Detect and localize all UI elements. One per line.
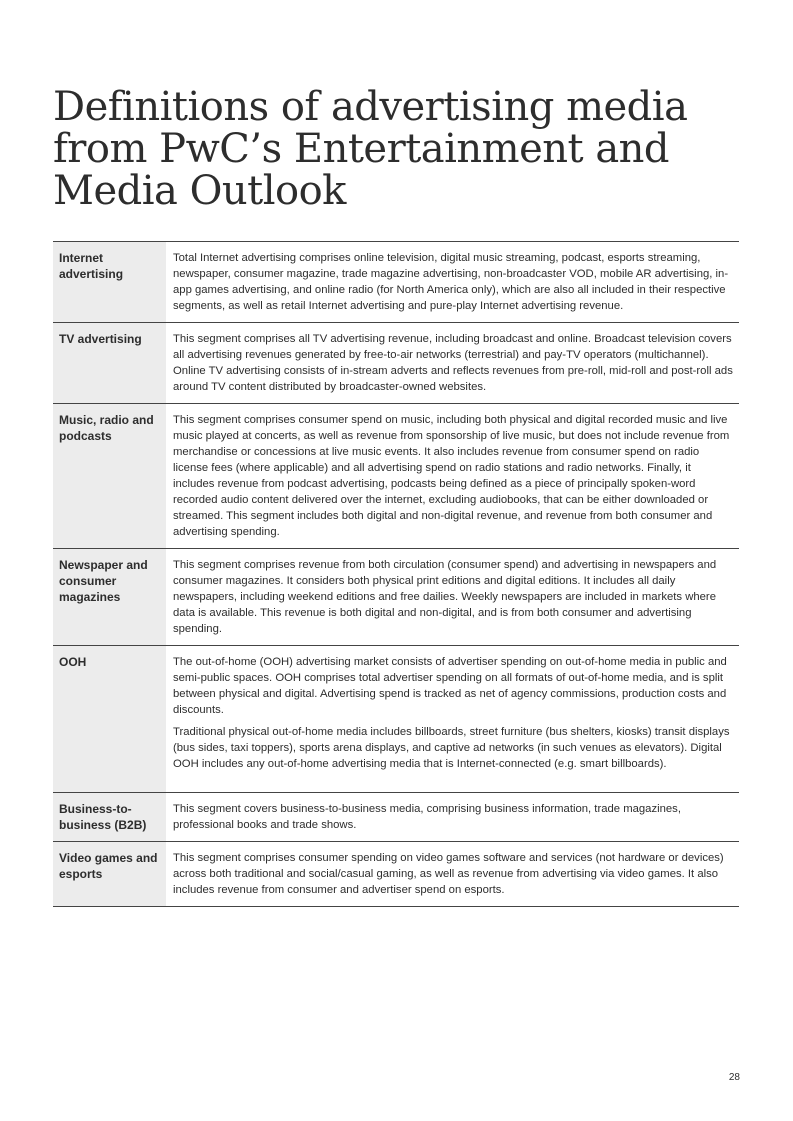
definition-description: [166, 242, 739, 322]
definition-term: Business-to-business (B2B): [53, 793, 166, 841]
definition-row-internet-advertising: [53, 242, 739, 323]
definition-paragraph: This segment comprises all TV advertising revenue, including broadcast and online. Broadcast television covers all advertising revenues generated by free-to-air networks (terrestrial) and pay-TV operators (multichannel). Online TV advertising consists of in-stream adverts and reflects revenues from pre-roll, mid-roll and post-roll ads around TV content distributed by broadcaster-owned websites.: [173, 333, 733, 393]
definition-paragraph: This segment comprises consumer spend on music, including both physical and digital recorded music and live music played at concerts, as well as revenue from sponsorship of live music, but does not include revenue from merchandise or concessions at live music events. It also includes revenue from consumer spend on radio license fees (where applicable) and all advertising spend on radio stations and radio networks. Finally, it includes revenue from podcast advertising, podcasts being defined as a piece of principally spoken-word recorded audio content delivered over the internet, excluding audiobooks, that can be either downloaded or streamed. This segment includes both digital and non-digital revenue, and revenue from both consumer and advertising spending.: [173, 414, 730, 538]
definition-paragraph: Total Internet advertising comprises online television, digital music streaming, podcast, esports streaming, newspaper, consumer magazine, trade magazine advertising, non-broadcaster VOD, mobile AR advertising, in-app games advertising, and online radio (for North America only), which are also all included in their respective segments, as well as retail Internet advertising and pure-play Internet advertising revenue.: [173, 252, 729, 312]
definition-row-tv-advertising: [53, 323, 739, 404]
definitions-table: [53, 241, 739, 907]
definition-row-newspaper-magazines: [53, 549, 739, 646]
definition-description: [166, 646, 739, 792]
definition-term: Video games and esports: [53, 842, 166, 906]
definition-description: [166, 793, 739, 841]
definition-paragraph: This segment comprises consumer spending on video games software and services (not hardware or devices) across both traditional and social/casual gaming, as well as revenue from advertising via video games. It also includes revenue from consumer and advertiser spend on esports.: [173, 852, 724, 896]
definition-paragraph: The out-of-home (OOH) advertising market consists of advertiser spending on out-of-home media in public and semi-public spaces. OOH comprises total advertiser spending on all formats of out-of-home media, and is split between physical and digital. Advertising spend is tracked as net of agency commissions, production costs and discounts.: [173, 656, 727, 716]
definition-row-ooh: [53, 646, 739, 793]
page-number: 28: [728, 1072, 740, 1083]
definition-row-music-radio-podcasts: [53, 404, 739, 549]
definition-description: [166, 842, 739, 906]
definition-term: OOH: [53, 646, 166, 792]
definition-description: [166, 404, 739, 548]
definition-paragraph: Traditional physical out-of-home media includes billboards, street furniture (bus shelters, kiosks) transit displays (bus sides, taxi toppers), sports arena displays, and captive ad networks (in such venues as elevators). Digital OOH includes any out-of-home advertising media that is Internet-connected (e.g. smart billboards).: [173, 726, 730, 770]
definition-term: Internet advertising: [53, 242, 166, 322]
definition-row-b2b: [53, 793, 739, 842]
definition-description: [166, 323, 739, 403]
definition-description: [166, 549, 739, 645]
definition-term: Music, radio and podcasts: [53, 404, 166, 548]
definition-term: Newspaper and consumer magazines: [53, 549, 166, 645]
definition-row-video-games-esports: [53, 842, 739, 907]
definition-paragraph: This segment comprises revenue from both circulation (consumer spend) and advertising in newspapers and consumer magazines. It considers both physical print editions and digital editions. It includes all daily newspapers, including weekend editions and free dailies. Weekly newspapers are included in markets where data is available. This revenue is both digital and non-digital, and is from both consumer and advertising spending.: [173, 559, 717, 635]
definition-term: TV advertising: [53, 323, 166, 403]
page-title: Definitions of advertising media from PwC’s Entertainment and Media Outlook: [53, 84, 688, 214]
definition-paragraph: This segment covers business-to-business media, comprising business information, trade magazines, professional books and trade shows.: [173, 803, 681, 831]
